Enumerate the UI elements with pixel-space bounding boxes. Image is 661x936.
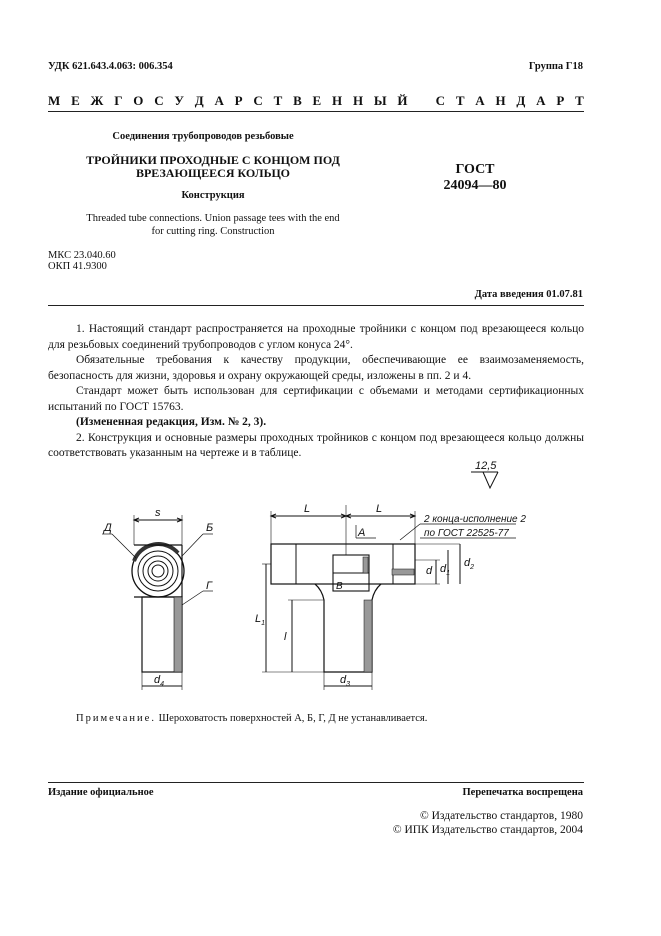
dimension-d4: $d_4$ (154, 674, 165, 688)
paragraph-construction: 2. Конструкция и основные размеры проходных тройников с концом под врезающееся кольцо должны соответствовать указанным на чертеже и в таблице. (48, 431, 584, 459)
roughness-symbol (471, 472, 498, 488)
introduction-date-label: Дата введения (474, 289, 544, 300)
footer-rule (48, 782, 584, 783)
standard-type-heading: М Е Ж Г О С У Д А Р С Т В Е Н Н Ы Й С Т А Н Д А Р Т (48, 93, 584, 108)
paragraph-amendment: (Измененная редакция, Изм. № 2, 3). (76, 416, 267, 428)
main-title-line1: ТРОЙНИКИ ПРОХОДНЫЕ С КОНЦОМ ПОД (86, 153, 340, 167)
note (76, 713, 427, 724)
surface-a-label: А (358, 527, 366, 539)
surface-g-label: Г (206, 580, 212, 592)
note-text: Шероховатость поверхностей А, Б, Г, Д не устанавливается. (158, 713, 428, 724)
gost-label: ГОСТ (455, 162, 495, 177)
date-rule (48, 305, 584, 306)
roughness-value: 12,5 (475, 460, 497, 472)
body-text (48, 322, 584, 462)
dimension-d3: $d_3$ (340, 674, 351, 688)
surface-v-label: В (336, 581, 343, 592)
category-title: Соединения трубопроводов резьбовые (112, 131, 294, 142)
construction-subtitle: Конструкция (181, 190, 245, 201)
dimension-d1: $d_1$ (440, 563, 451, 577)
dimension-l-left: L (304, 503, 311, 515)
dimension-l-small: l (284, 631, 287, 643)
header-rule (48, 111, 584, 112)
main-title-line2: ВРЕЗАЮЩЕЕСЯ КОЛЬЦО (135, 166, 291, 180)
official-edition: Издание официальное (48, 787, 154, 798)
paragraph-requirements: Обязательные требования к качеству продукции, обеспечивающие ее взаимозаменяемость, безопасность для жизни, здоровья и охрану окружающей среды, изложены в пп. 2 и 4. (48, 354, 584, 382)
paragraph-certification: Стандарт может быть использован для сертификации с объемами и методами сертификационных испытаний по ГОСТ 15763. (48, 385, 584, 413)
english-title-line2: for cutting ring. Construction (151, 226, 275, 237)
okp-code: ОКП 41.9300 (48, 261, 107, 272)
dimension-s: s (155, 507, 161, 519)
surface-d-label: Д (104, 522, 112, 534)
dimension-d2: $d_2$ (464, 557, 475, 571)
english-title-line1: Threaded tube connections. Union passage tees with the end (86, 213, 340, 224)
introduction-date (475, 289, 583, 300)
callout-line1: 2 конца-исполнение 2 (424, 514, 526, 525)
copyright-2004: © ИПК Издательство стандартов, 2004 (392, 824, 583, 836)
mks-code: МКС 23.040.60 (48, 250, 116, 261)
gost-number: 24094—80 (443, 178, 507, 193)
group-code: Группа Г18 (528, 61, 583, 72)
reprint-notice: Перепечатка воспрещена (462, 787, 583, 798)
technical-drawing (0, 450, 661, 705)
surface-b-label: Б (206, 522, 214, 534)
paragraph-scope: 1. Настоящий стандарт распространяется на проходные тройники с концом под врезающееся кольцо для резьбовых соединений трубопроводов с углом конуса 24°. (48, 323, 584, 351)
callout-line2: по ГОСТ 22525-77 (424, 528, 509, 539)
dimension-l1: $L_1$ (255, 613, 266, 627)
dimension-l-right: L (376, 503, 383, 515)
dimension-d: d (426, 565, 433, 577)
introduction-date-value: 01.07.81 (546, 289, 583, 300)
copyright-1980: © Издательство стандартов, 1980 (419, 810, 583, 822)
udk-code: УДК 621.643.4.063: 006.354 (48, 61, 173, 72)
side-view (102, 515, 213, 690)
note-label: Примечание. (76, 713, 156, 724)
